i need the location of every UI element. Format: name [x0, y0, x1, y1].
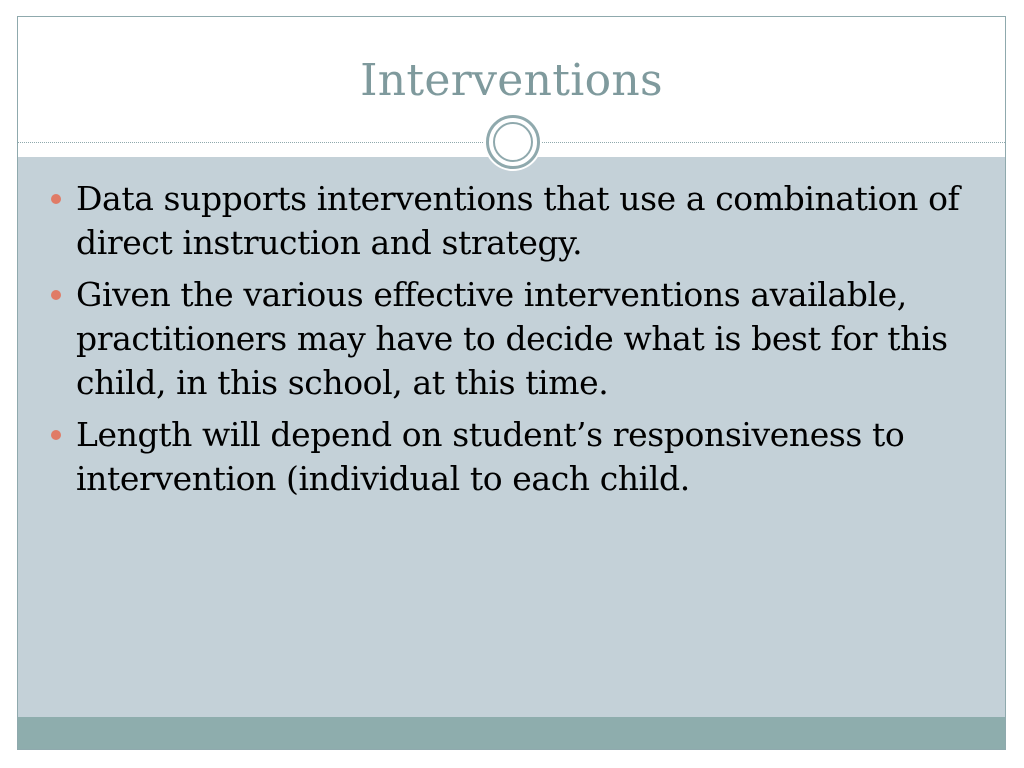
- slide-title: Interventions: [360, 55, 663, 106]
- bullet-list: [48, 177, 978, 509]
- bullet-dot-icon: [51, 290, 61, 300]
- bullet-text: Data supports interventions that use a combination of direct instruction and strategy.: [76, 179, 960, 262]
- bullet-dot-icon: [51, 430, 61, 440]
- bullet-item: [48, 177, 978, 265]
- circle-ring-icon: [486, 115, 540, 169]
- bullet-text: Given the various effective interventions available, practitioners may have to decide what is best for this child, in this school, at this time.: [76, 275, 948, 402]
- footer-band: [18, 717, 1005, 750]
- bullet-dot-icon: [51, 194, 61, 204]
- circle-ring-inner-icon: [493, 122, 533, 162]
- bullet-item: [48, 413, 978, 501]
- bullet-text: Length will depend on student’s responsiveness to intervention (individual to each child.: [76, 415, 905, 498]
- bullet-item: [48, 273, 978, 405]
- slide-frame: [17, 16, 1006, 750]
